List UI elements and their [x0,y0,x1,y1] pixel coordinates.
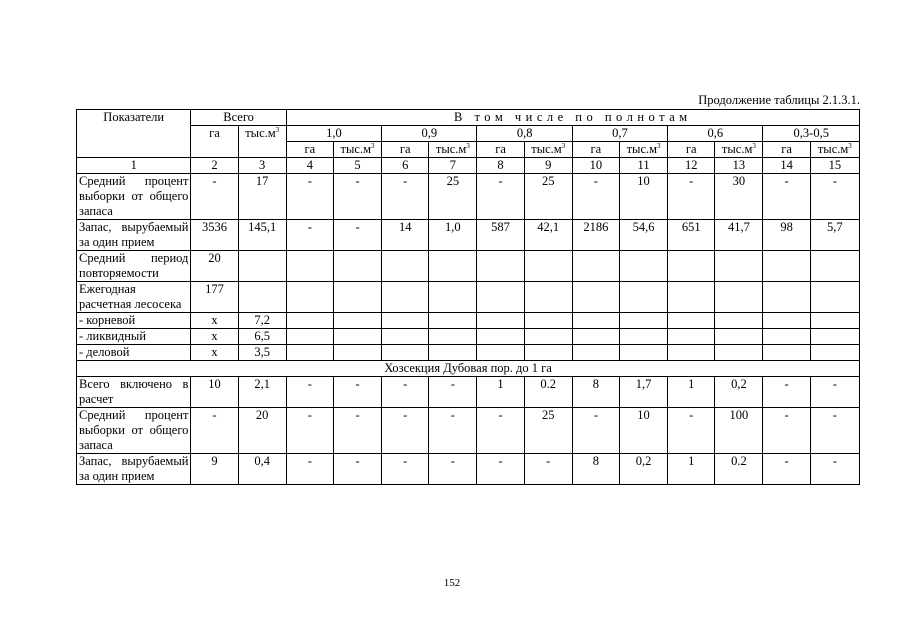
table-row [77,251,860,282]
unit-m3: $тыс.м^3$ [810,142,859,158]
unit-m3: $тыс.м^3$ [715,142,763,158]
header-indicators: Показатели [77,110,191,158]
table-cell: - [333,408,381,454]
table-cell: - [572,174,619,220]
table-cell [429,282,477,313]
table-cell [429,313,477,329]
table-cell: 0.2 [524,377,572,408]
table-cell [715,329,763,345]
column-number: 14 [763,158,810,174]
table-cell [619,313,667,329]
table-cell [810,282,859,313]
header-row-2 [77,126,860,142]
column-number: 13 [715,158,763,174]
table-cell: 0,4 [238,454,286,485]
table-cell: 5,7 [810,220,859,251]
table-cell [668,313,715,329]
table-cell: - [763,454,810,485]
table-cell: 42,1 [524,220,572,251]
table-cell: - [429,408,477,454]
column-number: 5 [333,158,381,174]
row-label: - корневой [77,313,191,329]
row-label: Ежегодная расчетная лесосека [77,282,191,313]
table-cell [715,282,763,313]
column-number: 6 [382,158,429,174]
table-cell: - [763,408,810,454]
section-row [77,361,860,377]
table-cell [477,345,524,361]
header-row-1 [77,110,860,126]
table-cell [619,345,667,361]
table-cell: 14 [382,220,429,251]
table-cell: - [810,174,859,220]
table-cell: 3536 [191,220,238,251]
table-cell: - [763,377,810,408]
table-cell [286,329,333,345]
table-cell: 20 [191,251,238,282]
unit-m3: $тыс.м^3$ [524,142,572,158]
table-cell: 8 [572,454,619,485]
table-cell: 10 [619,408,667,454]
row-label: - ликвидный [77,329,191,345]
table-cell [668,251,715,282]
density-4: 0,7 [572,126,667,142]
density-1: 1,0 [286,126,381,142]
table-row [77,329,860,345]
table-cell: х [191,329,238,345]
table-cell: - [286,174,333,220]
table-cell [619,251,667,282]
table-row [77,377,860,408]
unit-m3: $тыс.м^3$ [429,142,477,158]
table-cell: - [477,408,524,454]
unit-ha: га [382,142,429,158]
table-row [77,220,860,251]
table-cell: - [333,174,381,220]
table-row [77,408,860,454]
table-cell: 9 [191,454,238,485]
table-cell: 0,2 [619,454,667,485]
table-cell: 54,6 [619,220,667,251]
table-cell: 30 [715,174,763,220]
table-cell: - [382,377,429,408]
table-cell: - [382,408,429,454]
table-cell [382,251,429,282]
row-label: Запас, вырубаемый за один прием [77,454,191,485]
table-cell: х [191,345,238,361]
table-cell: 8 [572,377,619,408]
table-cell: 1 [668,454,715,485]
table-cell: 25 [429,174,477,220]
section-title: Хозсекция Дубовая пор. до 1 га [77,361,860,377]
table-cell [333,251,381,282]
table-cell [810,329,859,345]
table-cell: 100 [715,408,763,454]
table-cell: - [382,454,429,485]
table-cell: - [668,408,715,454]
table-cell: 1,7 [619,377,667,408]
table-cell [477,329,524,345]
table-cell: 98 [763,220,810,251]
column-number-row [77,158,860,174]
table-cell [763,251,810,282]
table-cell [429,345,477,361]
column-number: 7 [429,158,477,174]
table-cell: 6,5 [238,329,286,345]
unit-ha: га [763,142,810,158]
row-label: Запас, вырубаемый за один прием [77,220,191,251]
table-cell: - [524,454,572,485]
table-cell [333,345,381,361]
table-cell: - [333,454,381,485]
table-cell [763,345,810,361]
table-cell [619,329,667,345]
density-5: 0,6 [668,126,763,142]
table-cell: 7,2 [238,313,286,329]
unit-ha: га [477,142,524,158]
row-label: Средний период повторяемости [77,251,191,282]
density-2: 0,9 [382,126,477,142]
unit-ha: га [286,142,333,158]
column-number: 3 [238,158,286,174]
table-cell [382,282,429,313]
table-cell: х [191,313,238,329]
header-total-m3: $тыс.м^3$ [238,126,286,158]
table-cell: 587 [477,220,524,251]
table-cell: 10 [191,377,238,408]
table-cell [810,345,859,361]
table-cell: - [191,174,238,220]
table-cell: 3,5 [238,345,286,361]
table-cell [477,282,524,313]
table-cell: 145,1 [238,220,286,251]
table-cell [763,313,810,329]
table-cell [524,313,572,329]
header-by-density: В том числе по полнотам [286,110,859,126]
column-number: 10 [572,158,619,174]
table-cell [524,282,572,313]
table-cell: - [810,377,859,408]
table-cell: 0,2 [715,377,763,408]
column-number: 15 [810,158,859,174]
table-cell: - [429,377,477,408]
table-cell: 2,1 [238,377,286,408]
table-cell [572,345,619,361]
header-total: Всего [191,110,286,126]
table-row [77,174,860,220]
table-cell: - [286,454,333,485]
table-cell: 25 [524,408,572,454]
table-cell: - [429,454,477,485]
table-cell [382,313,429,329]
table-cell: 651 [668,220,715,251]
table-cell [382,345,429,361]
table-cell [572,313,619,329]
table-cell: - [572,408,619,454]
column-number: 8 [477,158,524,174]
table-cell [715,251,763,282]
table-cell: - [286,377,333,408]
density-6: 0,3-0,5 [763,126,860,142]
table-cell: - [191,408,238,454]
table-cell [572,251,619,282]
table-cell: 1,0 [429,220,477,251]
table-cell [572,329,619,345]
table-cell [524,329,572,345]
table-cell [715,345,763,361]
table-cell: 10 [619,174,667,220]
column-number: 9 [524,158,572,174]
table-cell: - [333,377,381,408]
unit-ha: га [668,142,715,158]
table-cell [524,251,572,282]
table-cell: 17 [238,174,286,220]
row-label: Всего включено в расчет [77,377,191,408]
table-cell [668,329,715,345]
table-cell: - [286,220,333,251]
table-cell [333,329,381,345]
table-cell [333,282,381,313]
row-label: - деловой [77,345,191,361]
table-cell: 1 [668,377,715,408]
table-row [77,454,860,485]
table-cell [286,313,333,329]
table-cell [668,345,715,361]
table-cell [477,313,524,329]
table-cell: - [382,174,429,220]
table-cell [286,282,333,313]
forest-table [76,109,860,485]
table-cell [715,313,763,329]
row-label: Средний процент выборки от общего запаса [77,408,191,454]
table-cell: 177 [191,282,238,313]
table-cell: 0.2 [715,454,763,485]
table-cell: - [286,408,333,454]
table-cell [668,282,715,313]
table-cell [477,251,524,282]
table-cell: 41,7 [715,220,763,251]
table-cell: - [477,174,524,220]
table-cell: - [763,174,810,220]
table-cell: 2186 [572,220,619,251]
page-number: 152 [443,577,461,589]
table-row [77,345,860,361]
column-number: 11 [619,158,667,174]
column-number: 4 [286,158,333,174]
unit-m3: $тыс.м^3$ [333,142,381,158]
table-cell [524,345,572,361]
table-row [77,282,860,313]
column-number: 1 [77,158,191,174]
table-cell [619,282,667,313]
table-cell [810,251,859,282]
table-cell [810,313,859,329]
table-cell [238,282,286,313]
table-cell [286,345,333,361]
table-cell [763,282,810,313]
table-cell: - [477,454,524,485]
table-cell [429,251,477,282]
table-cell: - [810,408,859,454]
table-cell [382,329,429,345]
table-cell [238,251,286,282]
table-cell: 25 [524,174,572,220]
header-total-ha: га [191,126,238,158]
table-cell [572,282,619,313]
table-cell: - [333,220,381,251]
unit-m3: $тыс.м^3$ [619,142,667,158]
table-cell [429,329,477,345]
table-cell [763,329,810,345]
column-number: 2 [191,158,238,174]
table-cell [286,251,333,282]
unit-ha: га [572,142,619,158]
table-cell: 20 [238,408,286,454]
table-cell: - [668,174,715,220]
table-cell: 1 [477,377,524,408]
row-label: Средний процент выборки от общего запаса [77,174,191,220]
density-3: 0,8 [477,126,572,142]
table-cell [333,313,381,329]
column-number: 12 [668,158,715,174]
table-row [77,313,860,329]
table-cell: - [810,454,859,485]
table-caption: Продолжение таблицы 2.1.3.1. [698,93,860,107]
